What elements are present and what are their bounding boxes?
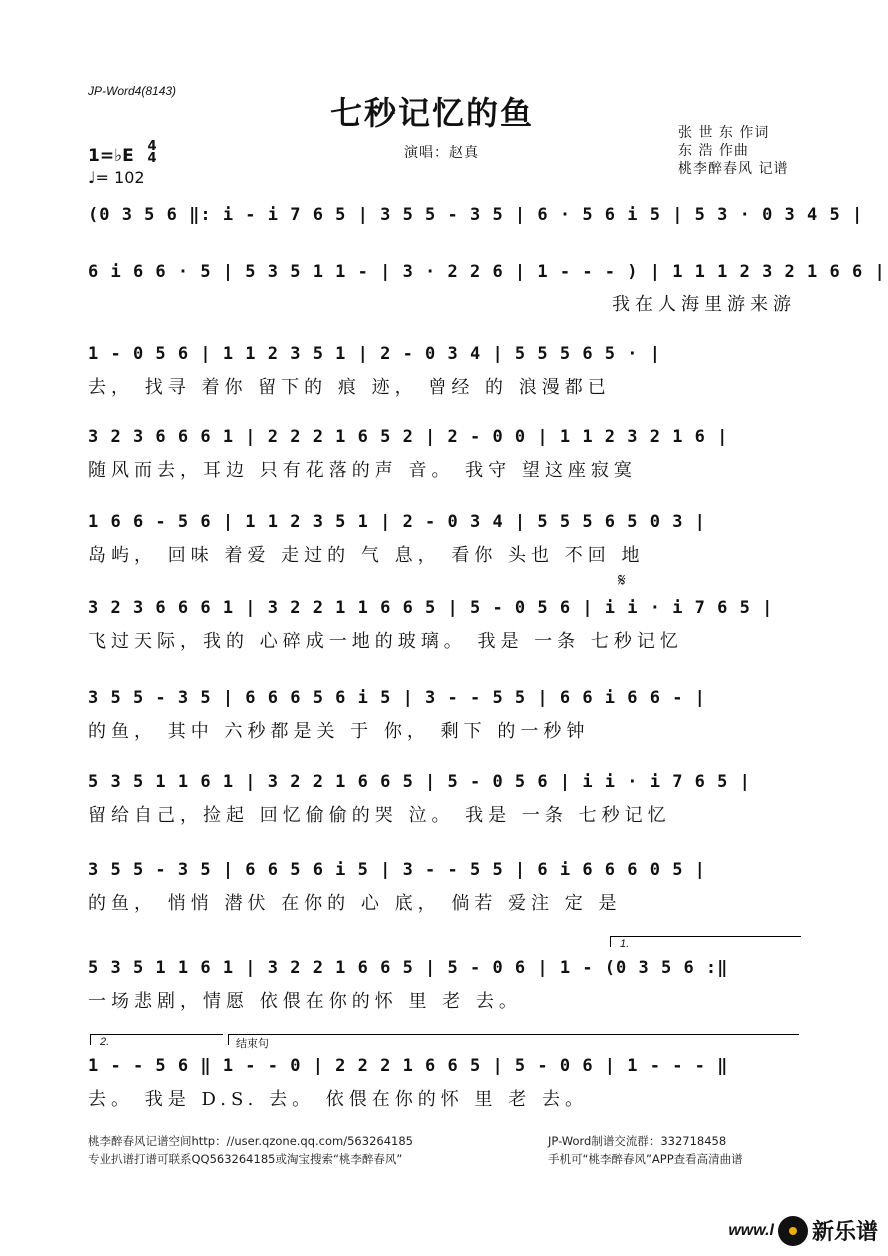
system-2-lyrics: 我在人海里游来游 bbox=[612, 294, 796, 315]
volta-1-label: 1. bbox=[620, 938, 630, 950]
system-6-lyrics: 飞过天际，我的 心碎成一地的玻璃。 我是 一条 七秒记忆 bbox=[88, 631, 683, 652]
system-11-notes: 1 - - 5 6 ‖ 1 - - 0 | 2 2 2 1 6 6 5 | 5 - 0 6 | 1 - - - ‖ bbox=[88, 1056, 729, 1076]
system-8-notes: 5 3 5 1 1 6 1 | 3 2 2 1 6 6 5 | 5 - 0 5 6 | i i · i 7 6 5 | bbox=[88, 772, 751, 792]
system-9-lyrics: 的鱼， 悄悄 潜伏 在你的 心 底， 倘若 爱注 定 是 bbox=[88, 893, 622, 914]
tempo-marking: ♩= 102 bbox=[88, 168, 145, 187]
volta-2-label: 2. bbox=[100, 1036, 110, 1048]
system-4-notes: 3 2 3 6 6 6 1 | 2 2 2 1 6 5 2 | 2 - 0 0 | 1 1 2 3 2 1 6 | bbox=[88, 427, 729, 447]
time-signature-bottom: 4 bbox=[147, 151, 157, 166]
time-signature-top: 4 bbox=[147, 139, 157, 154]
volta-2-bracket bbox=[90, 1034, 223, 1045]
site-watermark bbox=[728, 1215, 878, 1246]
footer-group: JP-Word制谱交流群：332718458 bbox=[548, 1134, 727, 1148]
watermark-name: 新乐谱 bbox=[811, 1220, 878, 1245]
footer-app: 手机可“桃李醉春风”APP查看高清曲谱 bbox=[548, 1152, 743, 1166]
segno-sign: 𝄋 bbox=[618, 570, 626, 591]
system-1-notes: (0 3 5 6 ‖: i - i 7 6 5 | 3 5 5 - 3 5 | 6 · 5 6 i 5 | 5 3 · 0 3 4 5 | bbox=[88, 205, 864, 225]
time-signature bbox=[146, 141, 158, 165]
system-10-notes: 5 3 5 1 1 6 1 | 3 2 2 1 6 6 5 | 5 - 0 6 | 1 - (0 3 5 6 :‖ bbox=[88, 958, 729, 978]
system-8-lyrics: 留给自己，捡起 回忆偷偷的哭 泣。 我是 一条 七秒记忆 bbox=[88, 805, 671, 826]
software-tag: JP-Word4(8143) bbox=[88, 84, 177, 98]
system-11-lyrics: 去。 我是 D.S. 去。 依偎在你的怀 里 老 去。 bbox=[88, 1089, 588, 1110]
volta-1-bracket bbox=[610, 936, 801, 947]
system-5-lyrics: 岛屿， 回味 着爱 走过的 气 息， 看你 头也 不回 地 bbox=[88, 545, 645, 566]
lyricist-credit: 张 世 东 作词 bbox=[678, 125, 770, 141]
system-2-notes: 6 i 6 6 · 5 | 5 3 5 1 1 - | 3 · 2 2 6 | 1 - - - ) | 1 1 1 2 3 2 1 6 6 | bbox=[88, 262, 886, 282]
system-3-notes: 1 - 0 5 6 | 1 1 2 3 5 1 | 2 - 0 3 4 | 5 5 5 6 5 · | bbox=[88, 344, 661, 364]
system-10-lyrics: 一场悲剧，情愿 依偎在你的怀 里 老 去。 bbox=[88, 991, 522, 1012]
composer-credit: 东 浩 作曲 bbox=[678, 143, 749, 159]
footer-qzone-link: 桃李醉春风记谱空间http：//user.qzone.qq.com/563264185 bbox=[88, 1134, 413, 1148]
watermark-url: www.l bbox=[728, 1221, 774, 1239]
transcriber-credit: 桃李醉春风 记谱 bbox=[678, 161, 789, 177]
key-signature: 1=♭E bbox=[88, 146, 134, 166]
coda-bracket bbox=[228, 1034, 799, 1045]
system-7-notes: 3 5 5 - 3 5 | 6 6 6 5 6 i 5 | 3 - - 5 5 | 6 6 i 6 6 - | bbox=[88, 688, 706, 708]
system-7-lyrics: 的鱼， 其中 六秒都是关 于 你， 剩下 的一秒钟 bbox=[88, 721, 590, 742]
song-title: 七秒记忆的鱼 bbox=[330, 94, 535, 132]
system-3-lyrics: 去， 找寻 着你 留下的 痕 迹， 曾经 的 浪漫都已 bbox=[88, 377, 611, 398]
system-9-notes: 3 5 5 - 3 5 | 6 6 5 6 i 5 | 3 - - 5 5 | 6 i 6 6 6 0 5 | bbox=[88, 860, 706, 880]
system-4-lyrics: 随风而去，耳边 只有花落的声 音。 我守 望这座寂寞 bbox=[88, 460, 637, 481]
system-6-notes: 3 2 3 6 6 6 1 | 3 2 2 1 1 6 6 5 | 5 - 0 5 6 | i i · i 7 6 5 | bbox=[88, 598, 774, 618]
record-disc-icon bbox=[778, 1216, 808, 1246]
footer-contact: 专业扒谱打谱可联系QQ563264185或淘宝搜索“桃李醉春风” bbox=[88, 1152, 403, 1166]
coda-label: 结束句 bbox=[236, 1038, 269, 1050]
system-5-notes: 1 6 6 - 5 6 | 1 1 2 3 5 1 | 2 - 0 3 4 | 5 5 5 6 5 0 3 | bbox=[88, 512, 706, 532]
singer-credit: 演唱：赵真 bbox=[404, 145, 479, 161]
